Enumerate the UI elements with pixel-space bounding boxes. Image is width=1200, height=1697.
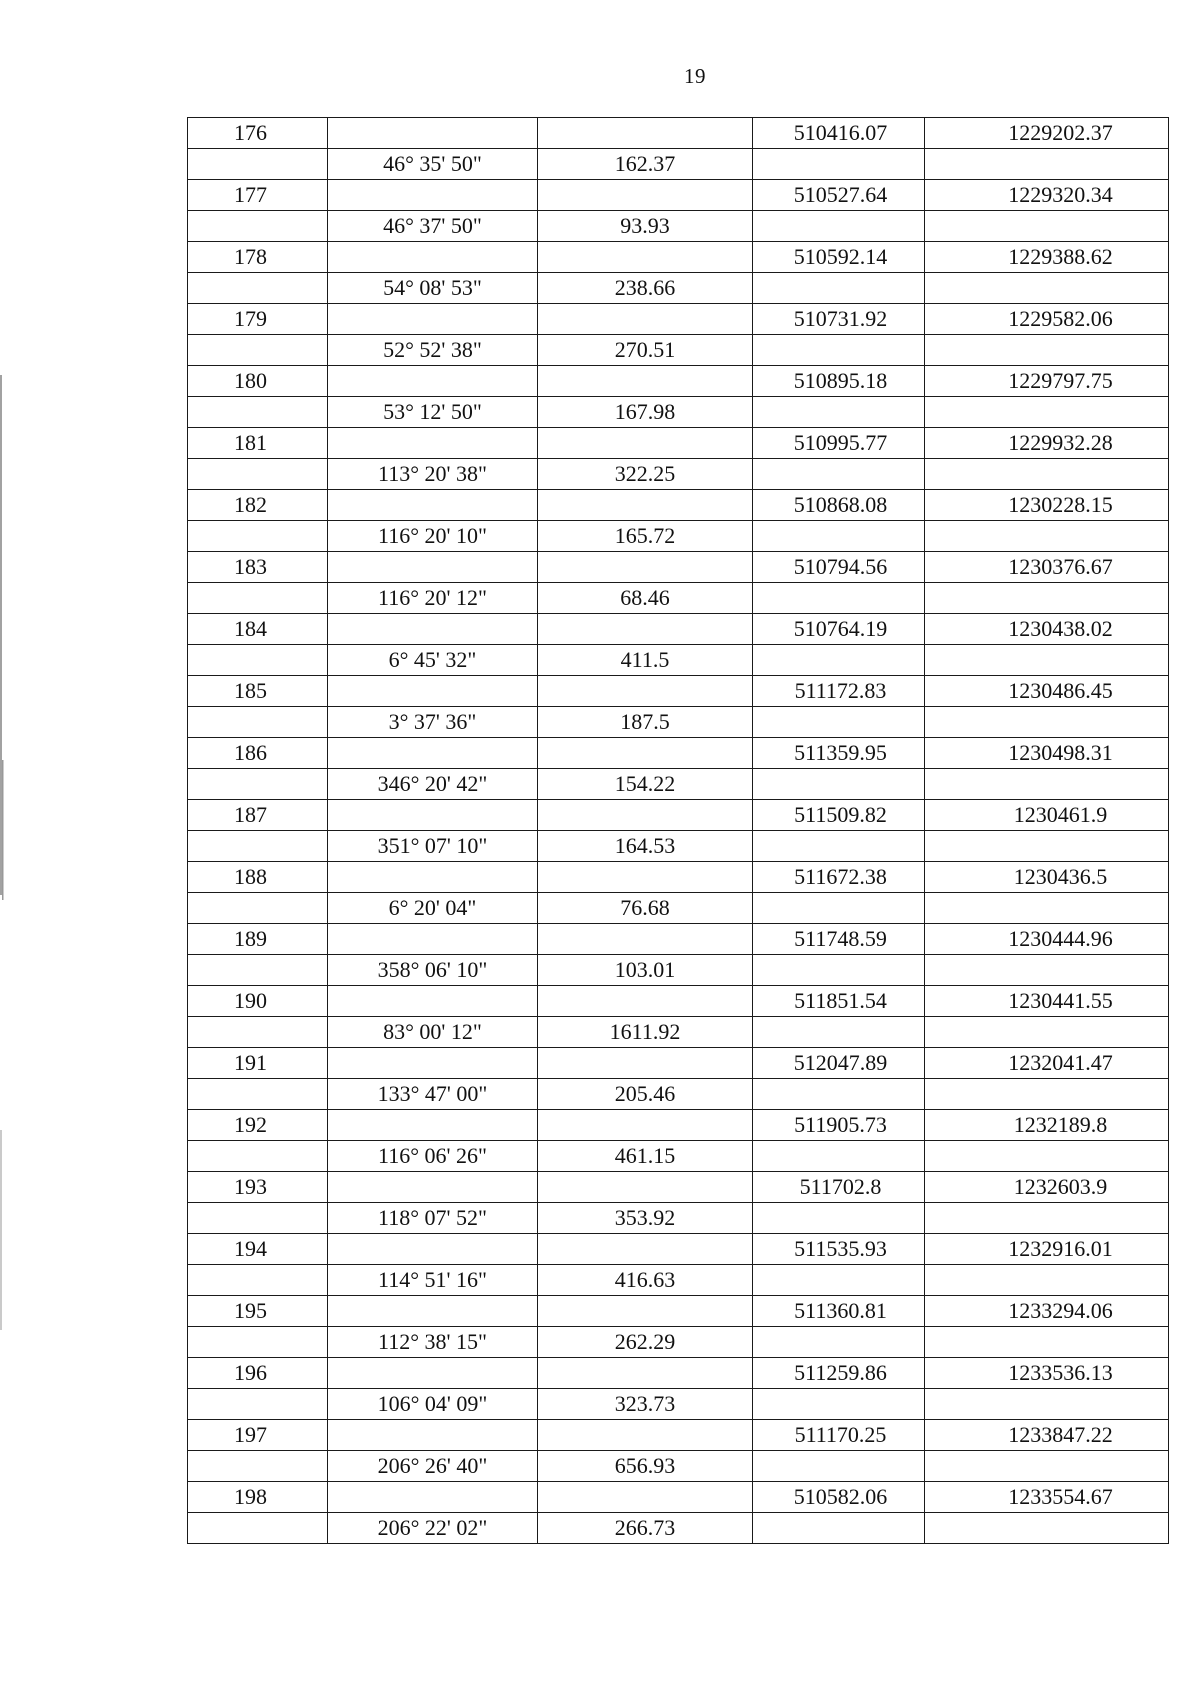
station-cell <box>188 583 328 614</box>
bearing-cell <box>328 1358 538 1389</box>
easting-cell: 1233847.22 <box>925 1420 1169 1451</box>
station-row <box>188 1110 1169 1141</box>
course-row <box>188 769 1169 800</box>
station-row <box>188 1234 1169 1265</box>
northing-cell: 511360.81 <box>753 1296 925 1327</box>
easting-cell: 1233294.06 <box>925 1296 1169 1327</box>
bearing-cell <box>328 1048 538 1079</box>
station-row <box>188 304 1169 335</box>
distance-cell: 68.46 <box>538 583 753 614</box>
easting-cell <box>925 1327 1169 1358</box>
easting-cell <box>925 149 1169 180</box>
northing-cell <box>753 1265 925 1296</box>
distance-cell <box>538 428 753 459</box>
bearing-cell: 118° 07' 52" <box>328 1203 538 1234</box>
station-cell: 192 <box>188 1110 328 1141</box>
station-cell <box>188 1017 328 1048</box>
station-cell <box>188 1079 328 1110</box>
station-cell: 195 <box>188 1296 328 1327</box>
station-cell: 189 <box>188 924 328 955</box>
easting-cell <box>925 1265 1169 1296</box>
distance-cell <box>538 1482 753 1513</box>
scan-edge-marks <box>0 0 8 1697</box>
easting-cell <box>925 1389 1169 1420</box>
table-body <box>188 118 1169 1544</box>
bearing-cell: 54° 08' 53" <box>328 273 538 304</box>
distance-cell: 187.5 <box>538 707 753 738</box>
bearing-cell <box>328 1420 538 1451</box>
northing-cell: 511170.25 <box>753 1420 925 1451</box>
easting-cell: 1232603.9 <box>925 1172 1169 1203</box>
station-cell: 179 <box>188 304 328 335</box>
bearing-cell <box>328 428 538 459</box>
station-cell <box>188 335 328 366</box>
station-cell <box>188 1389 328 1420</box>
distance-cell: 1611.92 <box>538 1017 753 1048</box>
station-row <box>188 614 1169 645</box>
bearing-cell <box>328 862 538 893</box>
station-row <box>188 1420 1169 1451</box>
distance-cell <box>538 1234 753 1265</box>
station-row <box>188 552 1169 583</box>
station-cell: 194 <box>188 1234 328 1265</box>
station-cell <box>188 1203 328 1234</box>
bearing-cell: 116° 20' 12" <box>328 583 538 614</box>
distance-cell: 266.73 <box>538 1513 753 1544</box>
station-row <box>188 490 1169 521</box>
northing-cell <box>753 831 925 862</box>
bearing-cell <box>328 304 538 335</box>
course-row <box>188 1451 1169 1482</box>
bearing-cell: 133° 47' 00" <box>328 1079 538 1110</box>
easting-cell: 1230436.5 <box>925 862 1169 893</box>
station-cell <box>188 1513 328 1544</box>
distance-cell <box>538 1172 753 1203</box>
station-row <box>188 366 1169 397</box>
station-cell: 187 <box>188 800 328 831</box>
station-row <box>188 1172 1169 1203</box>
bearing-cell <box>328 1482 538 1513</box>
course-row <box>188 1079 1169 1110</box>
distance-cell: 165.72 <box>538 521 753 552</box>
station-cell <box>188 769 328 800</box>
course-row <box>188 1017 1169 1048</box>
northing-cell: 510416.07 <box>753 118 925 149</box>
bearing-cell: 6° 45' 32" <box>328 645 538 676</box>
course-row <box>188 459 1169 490</box>
station-cell: 197 <box>188 1420 328 1451</box>
station-row <box>188 800 1169 831</box>
distance-cell <box>538 490 753 521</box>
northing-cell <box>753 459 925 490</box>
distance-cell: 164.53 <box>538 831 753 862</box>
easting-cell <box>925 459 1169 490</box>
easting-cell: 1233554.67 <box>925 1482 1169 1513</box>
station-cell: 181 <box>188 428 328 459</box>
easting-cell <box>925 583 1169 614</box>
bearing-cell <box>328 1296 538 1327</box>
distance-cell <box>538 1420 753 1451</box>
station-cell <box>188 521 328 552</box>
station-row <box>188 242 1169 273</box>
course-row <box>188 831 1169 862</box>
page-number: 19 <box>684 64 706 88</box>
station-cell <box>188 273 328 304</box>
bearing-cell: 83° 00' 12" <box>328 1017 538 1048</box>
easting-cell: 1229932.28 <box>925 428 1169 459</box>
bearing-cell <box>328 180 538 211</box>
bearing-cell <box>328 242 538 273</box>
course-row <box>188 1141 1169 1172</box>
distance-cell: 323.73 <box>538 1389 753 1420</box>
course-row <box>188 707 1169 738</box>
northing-cell <box>753 1079 925 1110</box>
northing-cell <box>753 955 925 986</box>
course-row <box>188 955 1169 986</box>
course-row <box>188 1513 1169 1544</box>
northing-cell <box>753 149 925 180</box>
distance-cell <box>538 118 753 149</box>
easting-cell <box>925 1079 1169 1110</box>
northing-cell: 511672.38 <box>753 862 925 893</box>
station-cell: 183 <box>188 552 328 583</box>
northing-cell: 510592.14 <box>753 242 925 273</box>
station-cell <box>188 149 328 180</box>
easting-cell <box>925 273 1169 304</box>
course-row <box>188 273 1169 304</box>
distance-cell: 416.63 <box>538 1265 753 1296</box>
northing-cell: 511172.83 <box>753 676 925 707</box>
easting-cell: 1232916.01 <box>925 1234 1169 1265</box>
northing-cell: 511905.73 <box>753 1110 925 1141</box>
station-cell <box>188 1451 328 1482</box>
distance-cell: 322.25 <box>538 459 753 490</box>
northing-cell: 510895.18 <box>753 366 925 397</box>
distance-cell: 270.51 <box>538 335 753 366</box>
bearing-cell <box>328 1172 538 1203</box>
course-row <box>188 1203 1169 1234</box>
distance-cell <box>538 304 753 335</box>
distance-cell <box>538 1296 753 1327</box>
distance-cell: 154.22 <box>538 769 753 800</box>
northing-cell: 510731.92 <box>753 304 925 335</box>
station-cell <box>188 459 328 490</box>
northing-cell: 511359.95 <box>753 738 925 769</box>
distance-cell: 205.46 <box>538 1079 753 1110</box>
distance-cell: 411.5 <box>538 645 753 676</box>
easting-cell: 1233536.13 <box>925 1358 1169 1389</box>
easting-cell: 1230228.15 <box>925 490 1169 521</box>
bearing-cell: 46° 37' 50" <box>328 211 538 242</box>
bearing-cell: 46° 35' 50" <box>328 149 538 180</box>
station-cell: 191 <box>188 1048 328 1079</box>
northing-cell <box>753 1513 925 1544</box>
northing-cell <box>753 583 925 614</box>
northing-cell <box>753 397 925 428</box>
station-cell: 193 <box>188 1172 328 1203</box>
distance-cell <box>538 180 753 211</box>
easting-cell: 1232041.47 <box>925 1048 1169 1079</box>
distance-cell <box>538 676 753 707</box>
station-cell <box>188 1327 328 1358</box>
easting-cell <box>925 769 1169 800</box>
station-row <box>188 180 1169 211</box>
station-cell: 180 <box>188 366 328 397</box>
northing-cell: 510868.08 <box>753 490 925 521</box>
northing-cell <box>753 769 925 800</box>
bearing-cell <box>328 924 538 955</box>
course-row <box>188 1265 1169 1296</box>
northing-cell: 511259.86 <box>753 1358 925 1389</box>
northing-cell: 511851.54 <box>753 986 925 1017</box>
bearing-cell: 116° 06' 26" <box>328 1141 538 1172</box>
station-cell: 185 <box>188 676 328 707</box>
bearing-cell <box>328 552 538 583</box>
bearing-cell: 3° 37' 36" <box>328 707 538 738</box>
station-cell: 182 <box>188 490 328 521</box>
northing-cell: 511748.59 <box>753 924 925 955</box>
easting-cell <box>925 707 1169 738</box>
easting-cell <box>925 335 1169 366</box>
northing-cell <box>753 707 925 738</box>
northing-cell: 510764.19 <box>753 614 925 645</box>
station-row <box>188 862 1169 893</box>
bearing-cell: 113° 20' 38" <box>328 459 538 490</box>
distance-cell: 262.29 <box>538 1327 753 1358</box>
easting-cell: 1229388.62 <box>925 242 1169 273</box>
northing-cell: 510794.56 <box>753 552 925 583</box>
northing-cell: 511509.82 <box>753 800 925 831</box>
northing-cell <box>753 1389 925 1420</box>
course-row <box>188 893 1169 924</box>
station-row <box>188 676 1169 707</box>
distance-cell <box>538 614 753 645</box>
northing-cell <box>753 1141 925 1172</box>
bearing-cell: 206° 22' 02" <box>328 1513 538 1544</box>
easting-cell: 1229582.06 <box>925 304 1169 335</box>
station-cell: 190 <box>188 986 328 1017</box>
easting-cell: 1230376.67 <box>925 552 1169 583</box>
station-row <box>188 1482 1169 1513</box>
northing-cell <box>753 211 925 242</box>
bearing-cell: 351° 07' 10" <box>328 831 538 862</box>
survey-coordinates-table <box>187 117 1169 1544</box>
distance-cell <box>538 1048 753 1079</box>
distance-cell <box>538 1358 753 1389</box>
station-cell: 188 <box>188 862 328 893</box>
distance-cell: 461.15 <box>538 1141 753 1172</box>
course-row <box>188 645 1169 676</box>
bearing-cell <box>328 1234 538 1265</box>
station-cell: 176 <box>188 118 328 149</box>
bearing-cell: 116° 20' 10" <box>328 521 538 552</box>
northing-cell <box>753 273 925 304</box>
station-cell: 198 <box>188 1482 328 1513</box>
course-row <box>188 397 1169 428</box>
course-row <box>188 1327 1169 1358</box>
bearing-cell <box>328 1110 538 1141</box>
course-row <box>188 521 1169 552</box>
easting-cell <box>925 211 1169 242</box>
station-cell: 177 <box>188 180 328 211</box>
bearing-cell <box>328 118 538 149</box>
easting-cell: 1229202.37 <box>925 118 1169 149</box>
northing-cell <box>753 521 925 552</box>
course-row <box>188 583 1169 614</box>
bearing-cell: 206° 26' 40" <box>328 1451 538 1482</box>
distance-cell <box>538 986 753 1017</box>
station-row <box>188 1048 1169 1079</box>
bearing-cell <box>328 738 538 769</box>
distance-cell <box>538 366 753 397</box>
northing-cell <box>753 335 925 366</box>
distance-cell <box>538 552 753 583</box>
station-cell <box>188 955 328 986</box>
station-cell <box>188 1141 328 1172</box>
distance-cell <box>538 1110 753 1141</box>
easting-cell: 1229320.34 <box>925 180 1169 211</box>
station-row <box>188 924 1169 955</box>
station-cell <box>188 707 328 738</box>
northing-cell: 510995.77 <box>753 428 925 459</box>
northing-cell <box>753 1327 925 1358</box>
bearing-cell: 114° 51' 16" <box>328 1265 538 1296</box>
easting-cell <box>925 1141 1169 1172</box>
easting-cell <box>925 1451 1169 1482</box>
bearing-cell: 53° 12' 50" <box>328 397 538 428</box>
bearing-cell: 6° 20' 04" <box>328 893 538 924</box>
northing-cell: 512047.89 <box>753 1048 925 1079</box>
bearing-cell <box>328 986 538 1017</box>
northing-cell <box>753 893 925 924</box>
distance-cell: 162.37 <box>538 149 753 180</box>
station-cell: 186 <box>188 738 328 769</box>
bearing-cell: 358° 06' 10" <box>328 955 538 986</box>
easting-cell <box>925 397 1169 428</box>
station-cell <box>188 211 328 242</box>
easting-cell: 1230486.45 <box>925 676 1169 707</box>
distance-cell: 656.93 <box>538 1451 753 1482</box>
easting-cell: 1229797.75 <box>925 366 1169 397</box>
distance-cell <box>538 242 753 273</box>
bearing-cell: 346° 20' 42" <box>328 769 538 800</box>
northing-cell <box>753 1203 925 1234</box>
northing-cell: 511702.8 <box>753 1172 925 1203</box>
station-cell <box>188 831 328 862</box>
bearing-cell <box>328 800 538 831</box>
station-row <box>188 428 1169 459</box>
easting-cell: 1230438.02 <box>925 614 1169 645</box>
bearing-cell <box>328 366 538 397</box>
distance-cell <box>538 738 753 769</box>
northing-cell <box>753 1451 925 1482</box>
easting-cell <box>925 1513 1169 1544</box>
northing-cell: 510527.64 <box>753 180 925 211</box>
easting-cell: 1232189.8 <box>925 1110 1169 1141</box>
distance-cell: 93.93 <box>538 211 753 242</box>
easting-cell <box>925 1203 1169 1234</box>
distance-cell: 76.68 <box>538 893 753 924</box>
course-row <box>188 335 1169 366</box>
distance-cell <box>538 800 753 831</box>
bearing-cell: 112° 38' 15" <box>328 1327 538 1358</box>
northing-cell: 511535.93 <box>753 1234 925 1265</box>
distance-cell <box>538 924 753 955</box>
easting-cell: 1230498.31 <box>925 738 1169 769</box>
station-cell: 184 <box>188 614 328 645</box>
bearing-cell: 106° 04' 09" <box>328 1389 538 1420</box>
northing-cell <box>753 1017 925 1048</box>
station-cell: 196 <box>188 1358 328 1389</box>
course-row <box>188 211 1169 242</box>
course-row <box>188 1389 1169 1420</box>
bearing-cell <box>328 676 538 707</box>
course-row <box>188 149 1169 180</box>
station-cell <box>188 397 328 428</box>
station-row <box>188 1358 1169 1389</box>
northing-cell: 510582.06 <box>753 1482 925 1513</box>
easting-cell: 1230461.9 <box>925 800 1169 831</box>
easting-cell <box>925 1017 1169 1048</box>
station-cell <box>188 1265 328 1296</box>
station-row <box>188 1296 1169 1327</box>
station-row <box>188 986 1169 1017</box>
distance-cell: 353.92 <box>538 1203 753 1234</box>
distance-cell: 238.66 <box>538 273 753 304</box>
station-row <box>188 118 1169 149</box>
bearing-cell: 52° 52' 38" <box>328 335 538 366</box>
distance-cell: 103.01 <box>538 955 753 986</box>
easting-cell <box>925 645 1169 676</box>
station-cell <box>188 893 328 924</box>
easting-cell <box>925 955 1169 986</box>
station-cell <box>188 645 328 676</box>
bearing-cell <box>328 490 538 521</box>
northing-cell <box>753 645 925 676</box>
easting-cell <box>925 521 1169 552</box>
distance-cell <box>538 862 753 893</box>
easting-cell <box>925 831 1169 862</box>
station-cell: 178 <box>188 242 328 273</box>
easting-cell <box>925 893 1169 924</box>
station-row <box>188 738 1169 769</box>
distance-cell: 167.98 <box>538 397 753 428</box>
easting-cell: 1230444.96 <box>925 924 1169 955</box>
easting-cell: 1230441.55 <box>925 986 1169 1017</box>
bearing-cell <box>328 614 538 645</box>
